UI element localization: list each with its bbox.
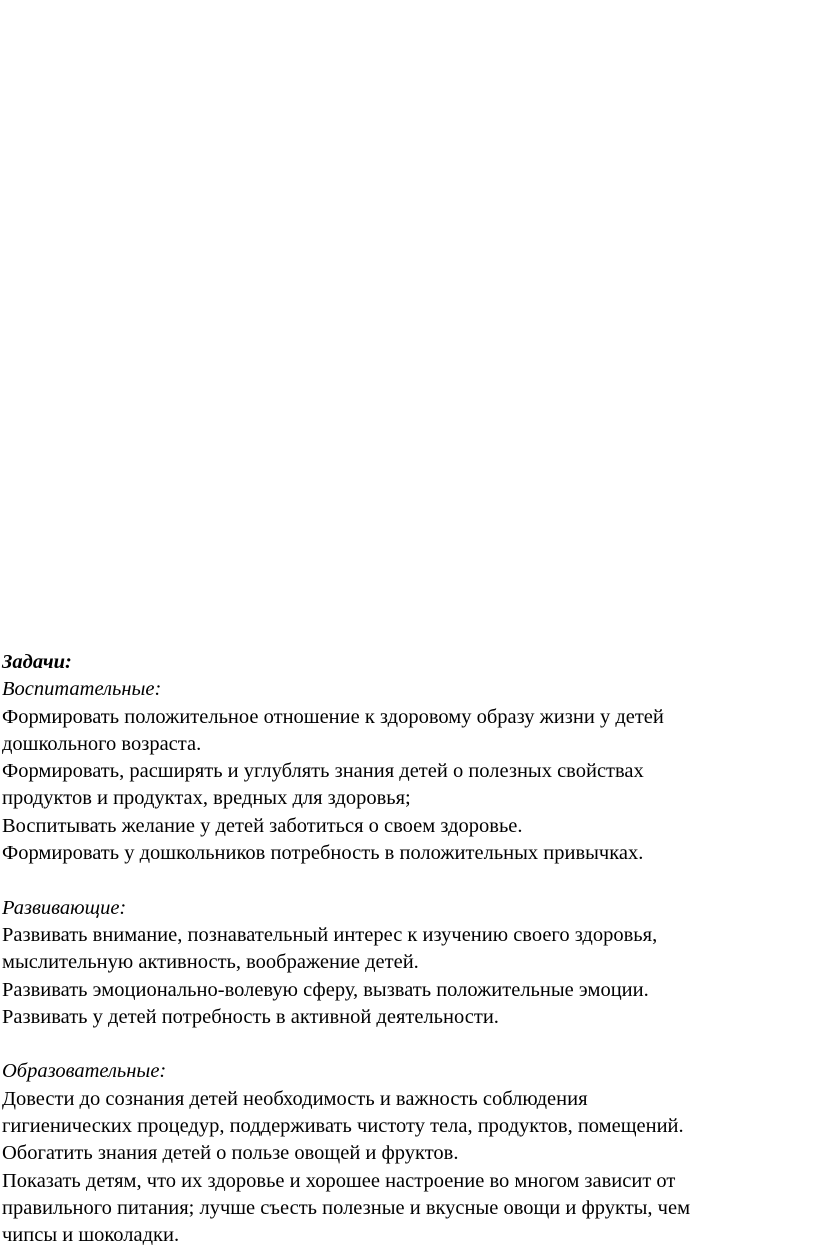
paragraph-line: мыслительную активность, воображение детей. — [2, 951, 419, 974]
paragraph-line: гигиенических процедур, поддерживать чистоту тела, продуктов, помещений. — [2, 1115, 684, 1138]
paragraph-line: Формировать у дошкольников потребность в положительных привычках. — [2, 842, 644, 865]
paragraph-line: чипсы и шоколадки. — [2, 1224, 180, 1247]
blank-line — [2, 867, 802, 894]
paragraph-line: продуктов и продуктах, вредных для здоровья; — [2, 787, 411, 810]
paragraph-line: дошкольного возраста. — [2, 732, 202, 755]
blank-line — [2, 1031, 802, 1058]
section-title-educational: Образовательные: — [2, 1060, 167, 1083]
paragraph-line: Воспитывать желание у детей заботиться о своем здоровье. — [2, 814, 523, 837]
tasks-heading: Задачи: — [2, 651, 72, 673]
paragraph-line: Обогатить знания детей о пользе овощей и фруктов. — [2, 1142, 459, 1165]
paragraph-line: Развивать эмоционально-волевую сферу, вызвать положительные эмоции. — [2, 978, 649, 1001]
paragraph-line: правильного питания; лучше съесть полезные и вкусные овощи и фрукты, чем — [2, 1196, 691, 1219]
section-title-upbringing: Воспитательные: — [2, 678, 162, 701]
paragraph-line: Показать детям, что их здоровье и хорошее настроение во многом зависит от — [2, 1169, 676, 1192]
paragraph-line: Развивать у детей потребность в активной деятельности. — [2, 1005, 499, 1028]
paragraph-line: Формировать, расширять и углублять знания детей о полезных свойствах — [2, 760, 644, 783]
paragraph-line: Довести до сознания детей необходимость и важность соблюдения — [2, 1087, 588, 1110]
document-body — [2, 649, 802, 1250]
paragraph-line: Формировать положительное отношение к здоровому образу жизни у детей — [2, 705, 664, 728]
section-title-developing: Развивающие: — [2, 896, 127, 919]
paragraph-line: Развивать внимание, познавательный интерес к изучению своего здоровья, — [2, 923, 658, 946]
